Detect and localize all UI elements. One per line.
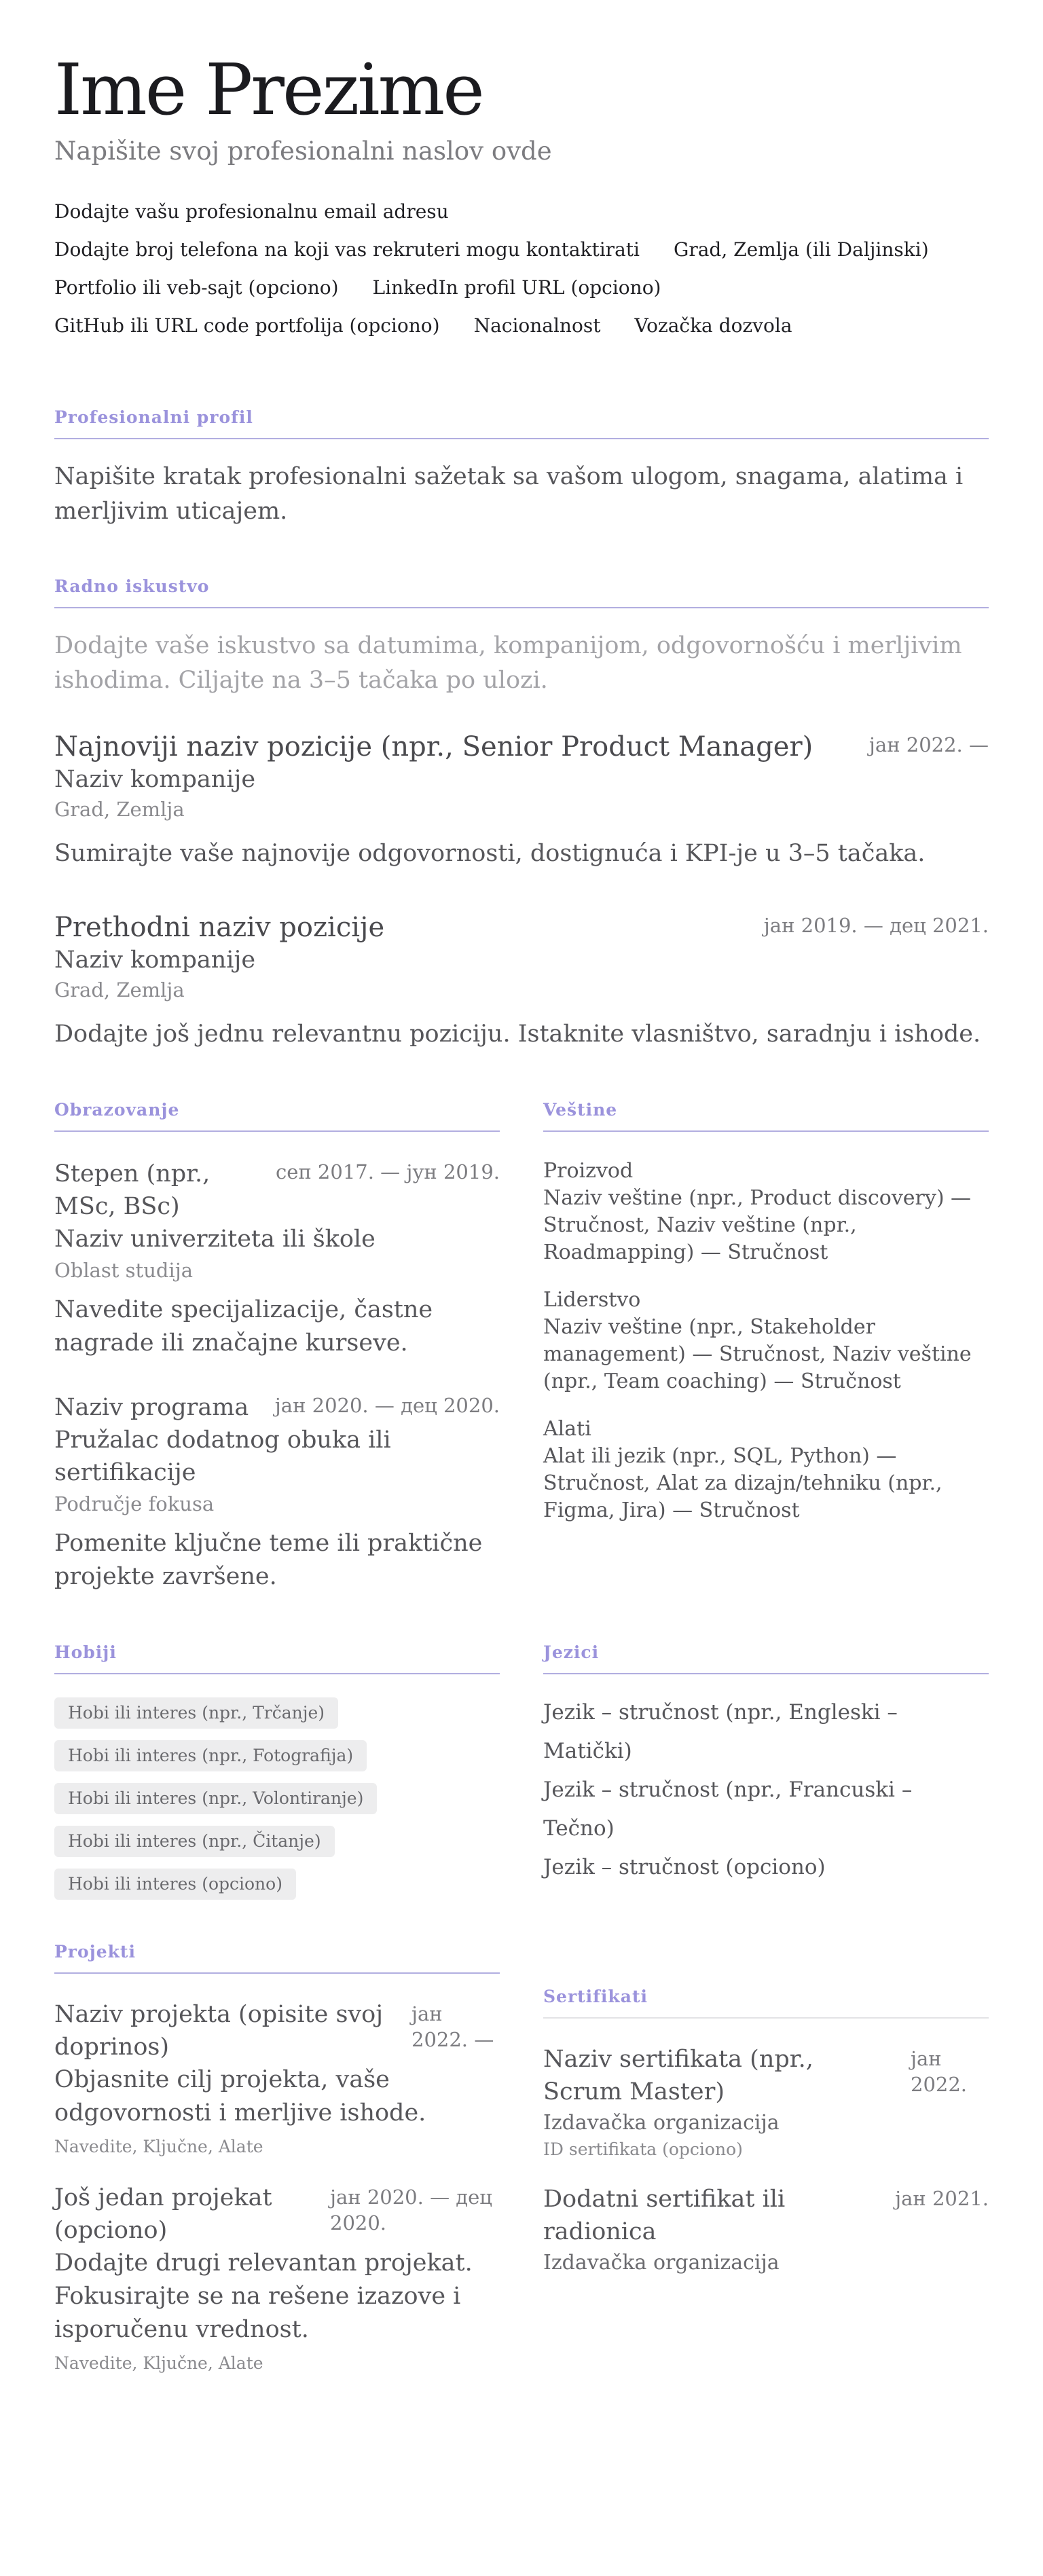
hobby-chip: Hobi ili interes (npr., Fotografija)	[54, 1740, 367, 1771]
skills-section	[543, 1100, 989, 1594]
github-contact: GitHub ili URL code portfolija (opciono)	[54, 314, 440, 337]
job-summary: Dodajte još jednu relevantnu poziciju. Istaknite vlasništvo, saradnju i ishode.	[54, 1020, 981, 1048]
job-date: јан 2019. — дец 2021.	[763, 914, 989, 938]
portfolio-contact: Portfolio ili veb-sajt (opciono)	[54, 276, 339, 299]
education-degree: Stepen (npr., MSc, BSc)	[54, 1160, 211, 1221]
section-title: Profesionalni profil	[54, 407, 989, 439]
certificate-organization: Izdavačka organizacija	[543, 2111, 780, 2135]
phone-contact: Dodajte broj telefona na koji vas rekruteri mogu kontaktirati	[54, 238, 640, 261]
language-item: Jezik – stručnost (npr., Engleski – Matički)	[543, 1700, 898, 1764]
skill-group	[543, 1158, 989, 1266]
location-contact: Grad, Zemlja (ili Daljinski)	[673, 238, 929, 261]
education-school: Pružalac dodatnog obuka ili sertifikacije	[54, 1427, 391, 1487]
skill-group	[543, 1287, 989, 1395]
linkedin-contact: LinkedIn profil URL (opciono)	[372, 276, 661, 299]
education-section	[54, 1100, 500, 1594]
full-name: Ime Prezime	[54, 48, 483, 131]
section-title: Hobiji	[54, 1642, 500, 1674]
hobby-chip: Hobi ili interes (npr., Trčanje)	[54, 1697, 338, 1729]
job-title: Najnoviji naziv pozicije (npr., Senior Product Manager)	[54, 731, 813, 763]
certificate-title: Naziv sertifikata (npr., Scrum Master)	[543, 2046, 813, 2106]
section-title: Projekti	[54, 1942, 500, 1974]
job-entry	[54, 911, 989, 1051]
project-entry	[54, 1998, 500, 2161]
section-title: Radno iskustvo	[54, 576, 989, 608]
profile-section	[54, 407, 989, 529]
contact-info	[54, 193, 989, 345]
project-tags: Navedite, Ključne, Alate	[54, 2353, 263, 2374]
license-contact: Vozačka dozvola	[634, 314, 792, 337]
email-contact: Dodajte vašu profesionalnu email adresu	[54, 200, 449, 223]
certificates-section	[543, 1942, 989, 2378]
projects-section	[54, 1942, 500, 2378]
project-date: јан 2022. —	[411, 2002, 494, 2052]
language-item: Jezik – stručnost (npr., Francuski – Tečno)	[543, 1778, 913, 1841]
hobbies-languages-row	[54, 1642, 989, 1900]
project-description: Objasnite cilj projekta, vaše odgovornosti i merljive ishode.	[54, 2066, 426, 2127]
education-description: Pomenite ključne teme ili praktične projekte završene.	[54, 1530, 483, 1591]
job-location: Grad, Zemlja	[54, 978, 185, 1002]
profile-summary: Napišite kratak profesionalni sažetak sa vašom ulogom, snagama, alatima i merljivim uticajem.	[54, 463, 964, 526]
job-location: Grad, Zemlja	[54, 798, 185, 822]
languages-section	[543, 1642, 989, 1900]
certificate-organization: Izdavačka organizacija	[543, 2251, 780, 2275]
hobby-chip: Hobi ili interes (npr., Čitanje)	[54, 1826, 335, 1857]
certificate-date: јан 2022.	[911, 2047, 968, 2097]
job-company: Naziv kompanije	[54, 946, 256, 974]
skill-group-name: Proizvod	[543, 1159, 634, 1183]
hobbies-section	[54, 1642, 500, 1900]
project-title: Još jedan projekat (opciono)	[54, 2184, 272, 2245]
project-entry	[54, 2182, 500, 2378]
experience-section	[54, 576, 989, 1051]
skill-group-items: Alat ili jezik (npr., SQL, Python) — Stručnost, Alat za dizajn/tehniku (npr., Figma, Jira) — Stručnost	[543, 1444, 943, 1523]
skill-group-name: Alati	[543, 1417, 591, 1441]
skill-group-name: Liderstvo	[543, 1288, 641, 1312]
section-title: Jezici	[543, 1642, 989, 1674]
project-description: Dodajte drugi relevantan projekat. Fokusirajte se na rešene izazove i isporučenu vrednost.	[54, 2249, 473, 2344]
job-title: Prethodni naziv pozicije	[54, 912, 385, 944]
language-item: Jezik – stručnost (opciono)	[543, 1855, 826, 1880]
section-title: Obrazovanje	[54, 1100, 500, 1132]
certificate-entry	[543, 2043, 989, 2161]
nationality-contact: Nacionalnost	[473, 314, 601, 337]
professional-headline: Napišite svoj profesionalni naslov ovde	[54, 136, 552, 166]
skill-group	[543, 1416, 989, 1524]
certificate-title: Dodatni sertifikat ili radionica	[543, 2186, 786, 2246]
education-degree: Naziv programa	[54, 1394, 249, 1422]
education-entry	[54, 1391, 500, 1594]
certificate-entry	[543, 2183, 989, 2278]
education-date: јан 2020. — дец 2020.	[274, 1394, 500, 1418]
skill-group-items: Naziv veštine (npr., Stakeholder management) — Stručnost, Naziv veštine (npr., Team coaching) — Stručnost	[543, 1315, 972, 1394]
job-company: Naziv kompanije	[54, 766, 256, 794]
job-entry	[54, 731, 989, 870]
job-date: јан 2022. —	[868, 733, 989, 757]
education-description: Navedite specijalizacije, častne nagrade ili značajne kurseve.	[54, 1296, 433, 1357]
education-field: Oblast studija	[54, 1259, 193, 1283]
job-summary: Sumirajte vaše najnovije odgovornosti, dostignuća i KPI-je u 3–5 tačaka.	[54, 840, 926, 868]
project-tags: Navedite, Ključne, Alate	[54, 2137, 263, 2157]
hobby-list	[54, 1697, 500, 1900]
resume-header	[54, 48, 989, 345]
education-date: сеп 2017. — јун 2019.	[275, 1160, 500, 1184]
hobby-chip: Hobi ili interes (opciono)	[54, 1869, 296, 1900]
section-title: Sertifikati	[543, 1987, 989, 2019]
education-field: Područje fokusa	[54, 1492, 215, 1516]
education-skills-row	[54, 1100, 989, 1594]
skill-group-items: Naziv veštine (npr., Product discovery) — Stručnost, Naziv veštine (npr., Roadmapping) — Stručnost	[543, 1186, 972, 1265]
language-list	[543, 1693, 989, 1887]
hobby-chip: Hobi ili interes (npr., Volontiranje)	[54, 1783, 377, 1814]
certificate-id: ID sertifikata (opciono)	[543, 2139, 743, 2160]
experience-hint: Dodajte vaše iskustvo sa datumima, kompanijom, odgovornošću i merljivim ishodima. Ciljajte na 3–5 tačaka po ulozi.	[54, 632, 962, 695]
education-entry	[54, 1158, 500, 1360]
projects-certificates-row	[54, 1942, 989, 2378]
project-date: јан 2020. — дец 2020.	[330, 2186, 492, 2235]
education-school: Naziv univerziteta ili škole	[54, 1226, 376, 1253]
section-title: Veštine	[543, 1100, 989, 1132]
project-title: Naziv projekta (opisite svoj doprinos)	[54, 2001, 384, 2061]
certificate-date: јан 2021.	[895, 2187, 989, 2211]
